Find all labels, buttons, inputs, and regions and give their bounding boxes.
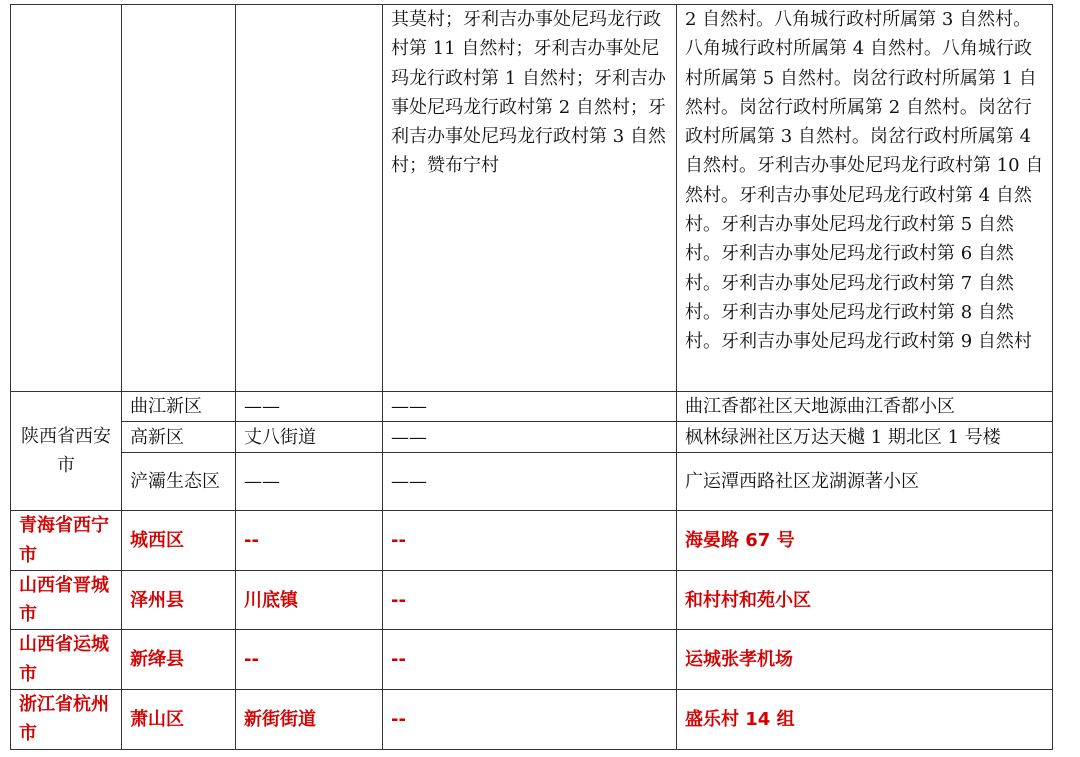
table-row [11, 690, 1053, 750]
street-cell-empty [236, 5, 383, 392]
area-cell: 枫林绿洲社区万达天樾 1 期北区 1 号楼 [677, 422, 1053, 453]
street-cell: 新街街道 [236, 690, 383, 750]
region-cell: 浙江省杭州市 [11, 690, 122, 750]
table-row [11, 630, 1053, 690]
district-cell: 高新区 [122, 422, 236, 453]
continued-row [11, 5, 1053, 392]
high-risk-cell: —— [383, 453, 677, 511]
area-cell: 运城张孝机场 [677, 630, 1053, 690]
district-cell: 新绛县 [122, 630, 236, 690]
district-cell: 曲江新区 [122, 392, 236, 422]
street-cell: -- [236, 630, 383, 690]
district-cell: 萧山区 [122, 690, 236, 750]
table-row [11, 570, 1053, 630]
table-row [11, 392, 1053, 422]
high-risk-cell: -- [383, 570, 677, 630]
street-cell: 丈八街道 [236, 422, 383, 453]
district-cell-empty [122, 5, 236, 392]
region-cell: 山西省运城市 [11, 630, 122, 690]
high-risk-cell: -- [383, 630, 677, 690]
medium-risk-cell: 2 自然村。八角城行政村所属第 3 自然村。八角城行政村所属第 4 自然村。八角城行政村所属第 5 自然村。岗岔行政村所属第 1 自然村。岗岔行政村所属第 2 自然村。岗岔行政村所属第 3 自然村。岗岔行政村所属第 4 自然村。牙利吉办事处尼玛龙行政村第 10 自然村。牙利吉办事处尼玛龙行政村第 4 自然村。牙利吉办事处尼玛龙行政村第 5 自然村。牙利吉办事处尼玛龙行政村第 6 自然村。牙利吉办事处尼玛龙行政村第 7 自然村。牙利吉办事处尼玛龙行政村第 8 自然村。牙利吉办事处尼玛龙行政村第 9 自然村 [677, 5, 1053, 392]
area-cell: 海晏路 67 号 [677, 511, 1053, 571]
table-row [11, 422, 1053, 453]
high-risk-cell: 其莫村；牙利吉办事处尼玛龙行政村第 11 自然村；牙利吉办事处尼玛龙行政村第 1 自然村；牙利吉办事处尼玛龙行政村第 2 自然村；牙利吉办事处尼玛龙行政村第 3 自然村；赞布宁村 [383, 5, 677, 392]
risk-area-table [10, 4, 1053, 750]
high-risk-cell: -- [383, 511, 677, 571]
district-cell: 城西区 [122, 511, 236, 571]
high-risk-cell: —— [383, 422, 677, 453]
high-risk-cell: -- [383, 690, 677, 750]
region-cell: 山西省晋城市 [11, 570, 122, 630]
district-cell: 浐灞生态区 [122, 453, 236, 511]
region-cell-empty [11, 5, 122, 392]
street-cell: -- [236, 511, 383, 571]
area-cell: 曲江香都社区天地源曲江香都小区 [677, 392, 1053, 422]
high-risk-cell: —— [383, 392, 677, 422]
area-cell: 盛乐村 14 组 [677, 690, 1053, 750]
street-cell: —— [236, 453, 383, 511]
area-cell: 广运潭西路社区龙湖源著小区 [677, 453, 1053, 511]
table-row [11, 453, 1053, 511]
district-cell: 泽州县 [122, 570, 236, 630]
table-row [11, 511, 1053, 571]
street-cell: 川底镇 [236, 570, 383, 630]
region-cell: 青海省西宁市 [11, 511, 122, 571]
region-cell: 陕西省西安市 [11, 392, 122, 511]
area-cell: 和村村和苑小区 [677, 570, 1053, 630]
street-cell: —— [236, 392, 383, 422]
